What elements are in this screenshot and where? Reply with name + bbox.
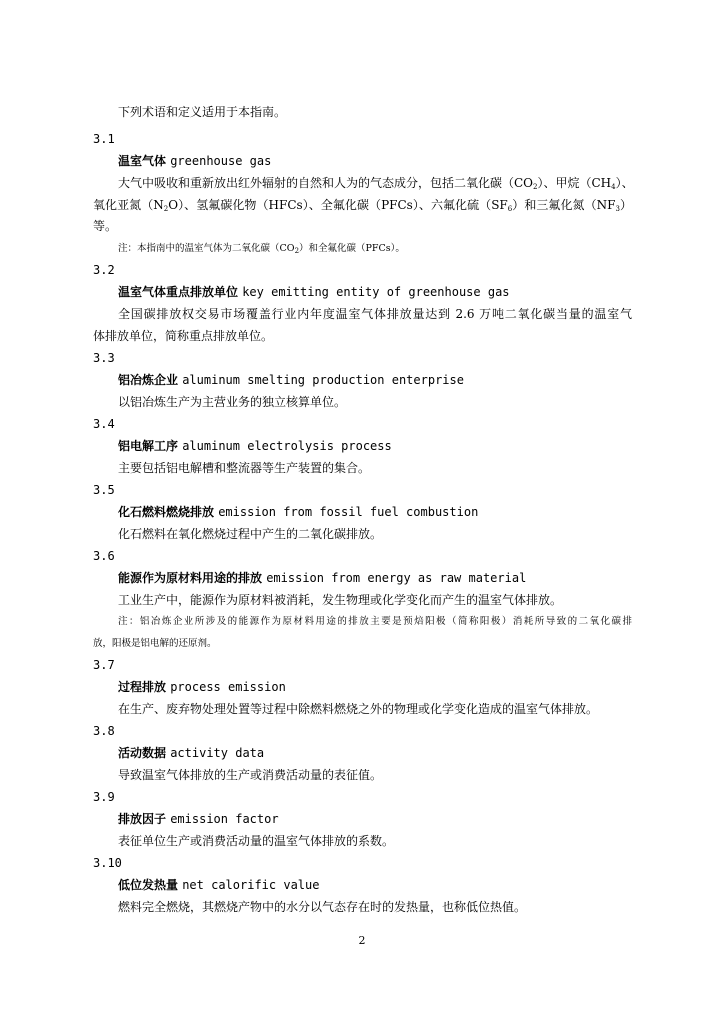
term-english: process emission xyxy=(170,680,286,694)
term-chinese: 铝电解工序 xyxy=(118,439,179,453)
definition-line: 氧化亚氮$(N_2O)$、氢氟碳化物（HFCs）、全氟化碳（PFCs）、六氟化硫$(SF_6)$和三氟化氮$(NF_3)$ xyxy=(93,198,632,213)
term-chinese: 铝冶炼企业 xyxy=(118,373,179,387)
term-number: 3.1 xyxy=(93,132,115,146)
definition-line: 等。 xyxy=(93,219,118,233)
term-chinese: 温室气体 xyxy=(118,154,167,168)
definition-line: 燃料完全燃烧，其燃烧产物中的水分以气态存在时的发热量，也称低位热值。 xyxy=(118,900,527,914)
term-number: 3.4 xyxy=(93,417,115,431)
term-english: emission from energy as raw material xyxy=(266,571,527,585)
term-english: emission from fossil fuel combustion xyxy=(218,505,479,519)
term-english: key emitting entity of greenhouse gas xyxy=(242,285,510,299)
definition-line: 全国碳排放权交易市场覆盖行业内年度温室气体排放量达到 2.6 万吨二氧化碳当量的温室气 xyxy=(118,307,632,321)
definition-line: 体排放单位，简称重点排放单位。 xyxy=(93,329,274,343)
definition-line: 化石燃料在氧化燃烧过程中产生的二氧化碳排放。 xyxy=(118,527,383,541)
term-heading xyxy=(118,372,464,388)
term-chinese: 过程排放 xyxy=(118,680,167,694)
term-english: activity data xyxy=(170,746,265,760)
term-heading xyxy=(118,504,478,520)
term-heading xyxy=(118,570,526,586)
note-text: 注：本指南中的温室气体为二氧化碳$(CO_2)$和全氟化碳（PFCs）。 xyxy=(118,243,405,255)
term-chinese: 温室气体重点排放单位 xyxy=(118,285,239,299)
term-heading xyxy=(118,153,271,169)
term-english: aluminum smelting production enterprise xyxy=(182,373,464,387)
term-english: net calorific value xyxy=(182,878,320,892)
term-number: 3.7 xyxy=(93,658,115,672)
term-english: aluminum electrolysis process xyxy=(182,439,392,453)
term-heading xyxy=(118,679,286,695)
term-number: 3.9 xyxy=(93,790,115,804)
term-number: 3.2 xyxy=(93,263,115,277)
definition-line: 大气中吸收和重新放出红外辐射的自然和人为的气态成分，包括二氧化碳$(CO_2)$、甲烷$(CH_4)$、 xyxy=(118,176,634,191)
term-english: emission factor xyxy=(170,812,279,826)
definition-line: 以铝冶炼生产为主营业务的独立核算单位。 xyxy=(118,395,347,409)
term-english: greenhouse gas xyxy=(170,154,272,168)
definition-line: 表征单位生产或消费活动量的温室气体排放的系数。 xyxy=(118,834,395,848)
term-chinese: 能源作为原材料用途的排放 xyxy=(118,571,263,585)
intro-text: 下列术语和定义适用于本指南。 xyxy=(118,105,287,119)
term-chinese: 排放因子 xyxy=(118,812,167,826)
term-number: 3.8 xyxy=(93,724,115,738)
definition-line: 在生产、废弃物处理处置等过程中除燃料燃烧之外的物理或化学变化造成的温室气体排放。 xyxy=(118,702,599,716)
definition-line: 主要包括铝电解槽和整流器等生产装置的集合。 xyxy=(118,461,371,475)
term-number: 3.10 xyxy=(93,856,122,870)
term-heading xyxy=(118,438,392,454)
term-heading xyxy=(118,811,279,827)
page-number: 2 xyxy=(358,934,366,947)
term-number: 3.6 xyxy=(93,549,115,563)
term-number: 3.3 xyxy=(93,351,115,365)
note-text: 注：铝冶炼企业所涉及的能源作为原材料用途的排放主要是预焙阳极（简称阳极）消耗所导致的二氧化碳排 xyxy=(118,616,632,627)
term-number: 3.5 xyxy=(93,483,115,497)
note-text: 放，阳极是铝电解的还原剂。 xyxy=(93,638,217,649)
term-chinese: 活动数据 xyxy=(118,746,167,760)
definition-line: 导致温室气体排放的生产或消费活动量的表征值。 xyxy=(118,768,383,782)
term-chinese: 低位发热量 xyxy=(118,878,179,892)
term-chinese: 化石燃料燃烧排放 xyxy=(118,505,215,519)
term-heading xyxy=(118,877,319,893)
definition-line: 工业生产中，能源作为原材料被消耗，发生物理或化学变化而产生的温室气体排放。 xyxy=(118,593,563,607)
term-heading xyxy=(118,745,264,761)
term-heading xyxy=(118,284,510,300)
